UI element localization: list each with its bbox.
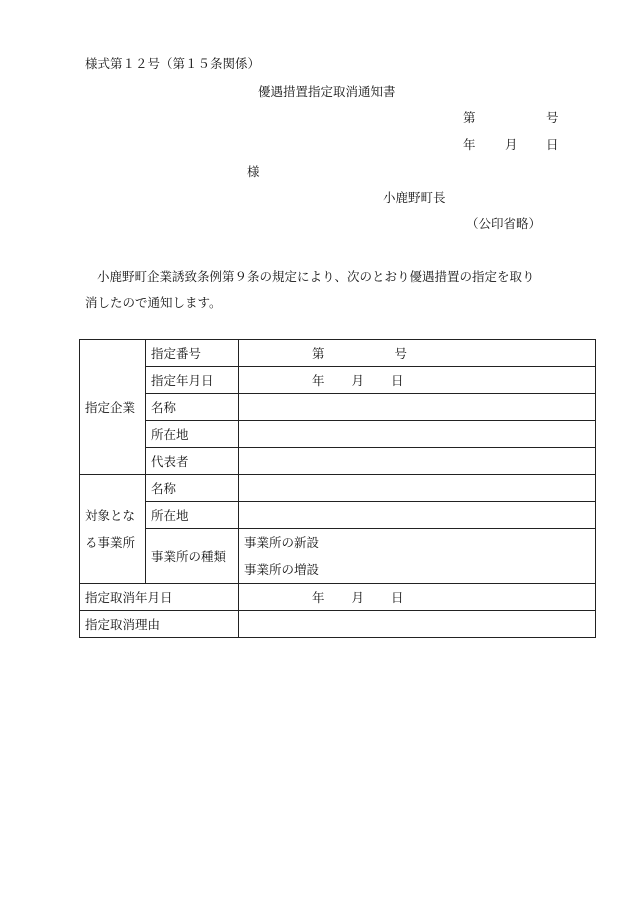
recipient-honorific: 様 bbox=[247, 164, 260, 179]
office-address-label: 所在地 bbox=[146, 502, 239, 529]
representative-label: 代表者 bbox=[146, 448, 239, 475]
issuer-name: 小鹿野町長 bbox=[383, 190, 446, 205]
table-row bbox=[80, 529, 596, 584]
designated-company-header: 指定企業 bbox=[80, 340, 146, 475]
representative-value bbox=[239, 448, 596, 475]
company-name-value bbox=[239, 394, 596, 421]
number-prefix: 第 bbox=[312, 346, 325, 361]
designation-date-value bbox=[239, 367, 596, 394]
day-label: 日 bbox=[391, 373, 404, 388]
target-office-header bbox=[80, 475, 146, 584]
date-day: 日 bbox=[546, 137, 559, 152]
target-office-header-line-1: 対象とな bbox=[85, 508, 136, 523]
table-row bbox=[80, 611, 596, 638]
date-month: 月 bbox=[505, 137, 518, 152]
table-row bbox=[80, 367, 596, 394]
table-row bbox=[80, 394, 596, 421]
cancel-date-value bbox=[239, 584, 596, 611]
day-label: 日 bbox=[391, 590, 404, 605]
cancel-date-label: 指定取消年月日 bbox=[80, 584, 239, 611]
office-name-value bbox=[239, 475, 596, 502]
year-label: 年 bbox=[312, 373, 325, 388]
year-label: 年 bbox=[312, 590, 325, 605]
table-row bbox=[80, 421, 596, 448]
table-row bbox=[80, 475, 596, 502]
body-text-line-1: 小鹿野町企業誘致条例第９条の規定により、次のとおり優遇措置の指定を取り bbox=[97, 269, 535, 284]
body-text-line-2: 消したので通知します。 bbox=[85, 295, 222, 310]
designation-date-label: 指定年月日 bbox=[146, 367, 239, 394]
office-type-value bbox=[239, 529, 596, 584]
cancellation-details-table bbox=[79, 339, 596, 638]
document-title: 優遇措置指定取消通知書 bbox=[258, 84, 396, 99]
month-label: 月 bbox=[351, 590, 365, 605]
month-label: 月 bbox=[351, 373, 365, 388]
form-number: 様式第１２号（第１５条関係） bbox=[85, 56, 261, 71]
designation-number-label: 指定番号 bbox=[146, 340, 239, 367]
office-type-label: 事業所の種類 bbox=[146, 529, 239, 584]
document-number-suffix: 号 bbox=[546, 110, 559, 125]
number-suffix: 号 bbox=[394, 346, 408, 361]
table-row bbox=[80, 584, 596, 611]
cancel-reason-label: 指定取消理由 bbox=[80, 611, 239, 638]
table-row bbox=[80, 502, 596, 529]
table-row bbox=[80, 448, 596, 475]
document-number-prefix: 第 bbox=[463, 110, 476, 125]
company-address-label: 所在地 bbox=[146, 421, 239, 448]
company-address-value bbox=[239, 421, 596, 448]
target-office-header-line-2: る事業所 bbox=[85, 535, 136, 550]
seal-note: （公印省略） bbox=[466, 216, 542, 231]
company-name-label: 名称 bbox=[146, 394, 239, 421]
office-name-label: 名称 bbox=[146, 475, 239, 502]
new-office-option: 事業所の新設 bbox=[244, 535, 320, 550]
designation-number-value bbox=[239, 340, 596, 367]
cancel-reason-value bbox=[239, 611, 596, 638]
expanded-office-option: 事業所の増設 bbox=[244, 562, 320, 577]
office-address-value bbox=[239, 502, 596, 529]
table-row bbox=[80, 340, 596, 367]
date-year: 年 bbox=[463, 137, 476, 152]
